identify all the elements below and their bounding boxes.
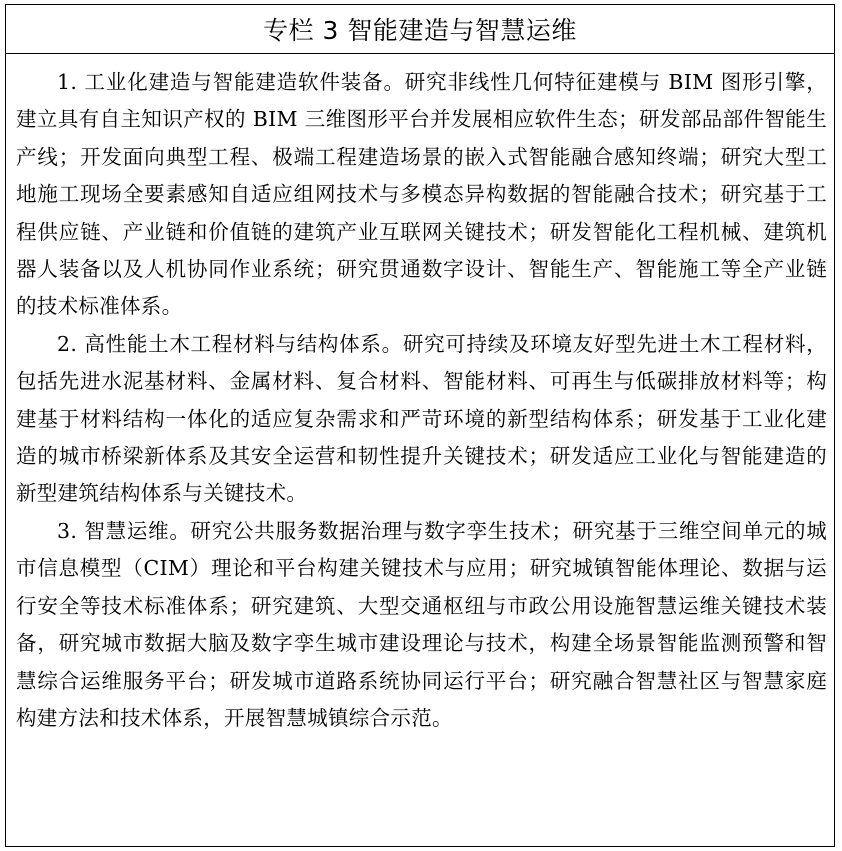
paragraph-2: 2. 高性能土木工程材料与结构体系。研究可持续及环境友好型先进土木工程材料，包括先进水泥基材料、金属材料、复合材料、智能材料、可再生与低碳排放材料等；构建基于材料结构一体化的适应复杂需求和严苛环境的新型结构体系；研发基于工业化建造的城市桥梁新体系及其安全运营和韧性提升关键技术；研发适应工业化与智能建造的新型建筑结构体系与关键技术。 (16, 331, 827, 506)
column-box (5, 4, 835, 847)
column-body (6, 54, 834, 737)
column-title: 专栏 3 智能建造与智慧运维 (6, 5, 834, 54)
paragraph-1: 1. 工业化建造与智能建造软件装备。研究非线性几何特征建模与 BIM 图形引擎，建立具有自主知识产权的 BIM 三维图形平台并发展相应软件生态；研发部品部件智能生产线；开发面向典型工程、极端工程建造场景的嵌入式智能融合感知终端；研究大型工地施工现场全要素感知自适应组网技术与多模态异构数据的智能融合技术；研究基于工程供应链、产业链和价值链的建筑产业互联网关键技术；研发智能化工程机械、建筑机器人装备以及人机协同作业系统；研究贯通数字设计、智能生产、智能施工等全产业链的技术标准体系。 (16, 70, 827, 319)
paragraph-3: 3. 智慧运维。研究公共服务数据治理与数字孪生技术；研究基于三维空间单元的城市信息模型（CIM）理论和平台构建关键技术与应用；研究城镇智能体理论、数据与运行安全等技术标准体系；研究建筑、大型交通枢纽与市政公用设施智慧运维关键技术装备，研究城市数据大脑及数字孪生城市建设理论与技术，构建全场景智能监测预警和智慧综合运维服务平台；研发城市道路系统协同运行平台；研究融合智慧社区与智慧家庭构建方法和技术体系，开展智慧城镇综合示范。 (16, 518, 827, 730)
